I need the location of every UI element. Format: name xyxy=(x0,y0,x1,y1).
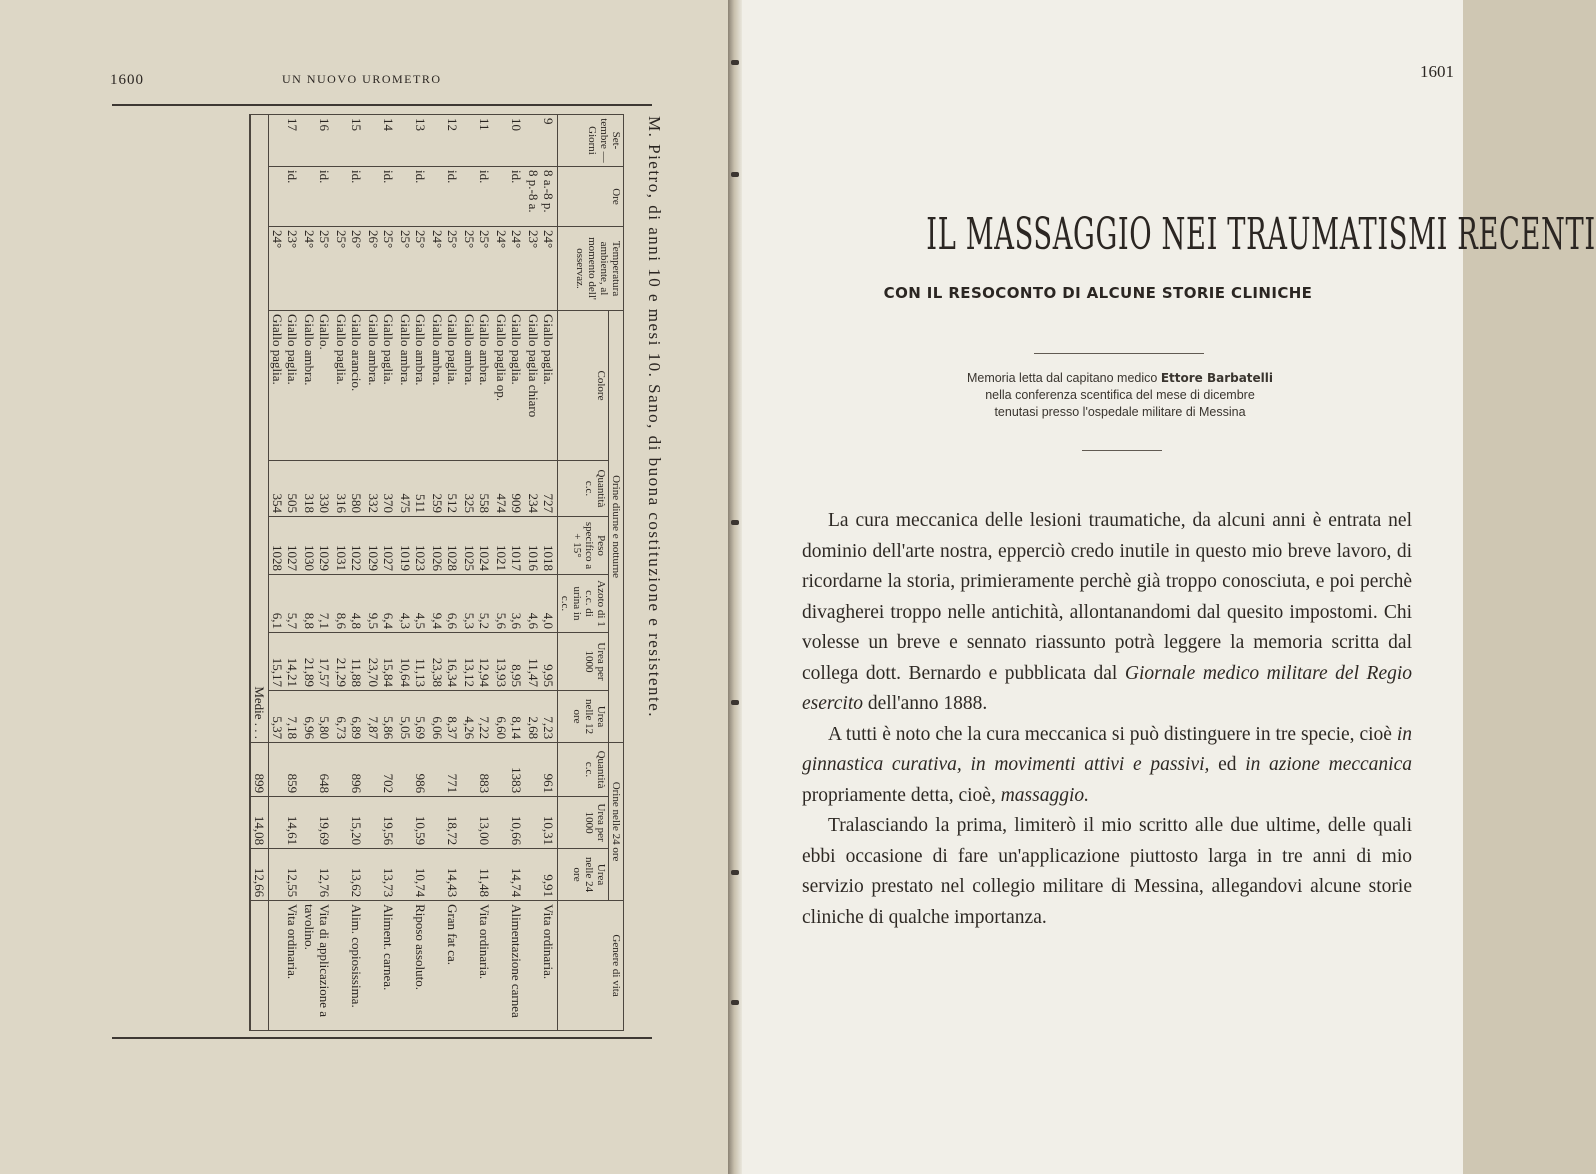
cell-q24: 896 xyxy=(333,743,365,797)
rotated-table-block xyxy=(112,108,672,1036)
article-subtitle: CON IL RESOCONTO DI ALCUNE STORIE CLINICHE xyxy=(883,284,1313,302)
cell-colore: Giallo paglia. Giallo paglia chiaro xyxy=(525,311,558,461)
cell-q24: 986 xyxy=(397,743,429,797)
cell-ore: id. xyxy=(493,167,525,227)
cell-u24_1000: 18,72 xyxy=(429,797,461,849)
paragraph-3: Tralasciando la prima, limiterò il mio scritto alle due ultime, delle quali ebbi occasione di fare un'applicazione piuttosto larga in tre anni di mio servizio prestato nel collegio militare di Messina, allegandovi alcune storie cliniche di qualche importanza. xyxy=(802,815,1412,928)
cell-urea12: 5,80 6,96 xyxy=(301,691,333,743)
cell-azoto: 5,7 6,1 xyxy=(269,575,302,633)
article-title: IL MASSAGGIO NEI TRAUMATISMI RECENTI xyxy=(926,209,1596,260)
cell-urea1000: 9,95 11,47 xyxy=(525,633,558,691)
table-row xyxy=(269,115,302,1031)
cell-u24: 14,74 xyxy=(493,849,525,901)
cell-colore: Giallo. Giallo ambra. xyxy=(301,311,333,461)
binding-stitch xyxy=(731,60,739,65)
cell-temp: 23° 24° xyxy=(269,227,302,311)
paragraph-1-end: dell'anno 1888. xyxy=(867,693,988,714)
cell-genere: Alim. copiosissima. xyxy=(333,901,365,1031)
cell-quantita: 558 325 xyxy=(461,461,493,517)
cell-genere: Vita ordinaria. xyxy=(269,901,302,1031)
medie-u24_1000: 14,08 xyxy=(250,797,269,849)
footer-rule xyxy=(112,1037,652,1039)
medie-label: Medie . . . xyxy=(250,115,269,743)
cell-urea1000: 11,88 21,29 xyxy=(333,633,365,691)
cell-giorno: 9 xyxy=(525,115,558,167)
cell-peso: 1024 1025 xyxy=(461,517,493,575)
binding-stitch xyxy=(731,520,739,525)
cell-quantita: 909 474 xyxy=(493,461,525,517)
cell-u24_1000: 14,61 xyxy=(269,797,302,849)
table-row xyxy=(333,115,365,1031)
cell-urea1000: 17,57 21,89 xyxy=(301,633,333,691)
col-temperatura: Temperatura ambiente, al momento dell' osservaz. xyxy=(558,227,624,311)
cell-urea12: 8,14 6,60 xyxy=(493,691,525,743)
cell-temp: 25° 25° xyxy=(397,227,429,311)
cell-peso: 1027 1028 xyxy=(269,517,302,575)
col-ore: Ore xyxy=(558,167,624,227)
cell-quantita: 511 475 xyxy=(397,461,429,517)
table-caption: M. Pietro, di anni 10 e mesi 10. Sano, di buona costituzione e resistente. xyxy=(645,116,664,719)
paragraph-2-text-b: ed xyxy=(1218,754,1237,775)
paragraph-2 xyxy=(802,720,1412,812)
cell-q24: 961 xyxy=(525,743,558,797)
cell-u24: 9,91 xyxy=(525,849,558,901)
cell-u24_1000: 10,31 xyxy=(525,797,558,849)
memoria-line-1: Memoria letta dal capitano medico xyxy=(966,371,1158,385)
table-row xyxy=(525,115,558,1031)
article-body xyxy=(802,506,1412,933)
cell-giorno: 13 xyxy=(397,115,429,167)
cell-peso: 1018 1016 xyxy=(525,517,558,575)
cell-colore: Giallo ambra. Giallo ambra. xyxy=(461,311,493,461)
cell-peso: 1017 1021 xyxy=(493,517,525,575)
group-24-ore: Orine nelle 24 ore xyxy=(609,743,624,901)
cell-u24: 11,48 xyxy=(461,849,493,901)
cell-quantita: 580 316 xyxy=(333,461,365,517)
cell-urea12: 7,18 5,37 xyxy=(269,691,302,743)
cell-genere: Vita di applicazione a tavolino. xyxy=(301,901,333,1031)
cell-ore: 8 a.-8 p. 8 p.-8 a. xyxy=(525,167,558,227)
cell-quantita: 512 259 xyxy=(429,461,461,517)
right-page xyxy=(742,0,1596,1174)
medie-row xyxy=(250,115,269,1031)
cell-urea1000: 11,13 10,64 xyxy=(397,633,429,691)
cell-temp: 25° 24° xyxy=(429,227,461,311)
cell-temp: 25° 25° xyxy=(461,227,493,311)
cell-ore: id. xyxy=(301,167,333,227)
cell-urea1000: 12,94 13,12 xyxy=(461,633,493,691)
cell-u24: 13,73 xyxy=(365,849,397,901)
medie-empty xyxy=(250,901,269,1031)
cell-ore: id. xyxy=(429,167,461,227)
cell-ore: id. xyxy=(269,167,302,227)
journal-name: Giornale medico militare del Regio esercito xyxy=(802,662,1413,714)
cell-u24_1000: 15,20 xyxy=(333,797,365,849)
binding-stitch xyxy=(731,1000,739,1005)
table-row xyxy=(461,115,493,1031)
author-name: Ettore Barbatelli xyxy=(1160,371,1274,385)
cell-q24: 648 xyxy=(301,743,333,797)
col-urea-1000-24: Urea per 1000 xyxy=(558,797,609,849)
cell-u24: 14,43 xyxy=(429,849,461,901)
medie-q24: 899 xyxy=(250,743,269,797)
table-body xyxy=(250,115,558,1031)
col-quantita-24: Quantità c.c. xyxy=(558,743,609,797)
cell-u24_1000: 10,66 xyxy=(493,797,525,849)
memoria-note xyxy=(838,370,1402,421)
col-peso-specifico: Peso specifico a + 15° xyxy=(558,517,609,575)
col-urea-12: Urea nelle 12 ore xyxy=(558,691,609,743)
col-colore: Colore xyxy=(558,311,609,461)
left-page-number: 1600 xyxy=(110,72,144,88)
cell-ore: id. xyxy=(397,167,429,227)
paragraph-2-italic-1: in ginnastica curativa, in movimenti attivi e passivi, xyxy=(802,723,1413,775)
cell-peso: 1027 1029 xyxy=(365,517,397,575)
binding-stitch xyxy=(731,870,739,875)
cell-u24: 10,74 xyxy=(397,849,429,901)
binding-stitch xyxy=(731,700,739,705)
cell-q24: 883 xyxy=(461,743,493,797)
paragraph-1 xyxy=(802,506,1412,720)
ornament-rule-2 xyxy=(1082,450,1162,451)
cell-genere: Riposo assoluto. xyxy=(397,901,429,1031)
cell-u24_1000: 19,69 xyxy=(301,797,333,849)
cell-colore: Giallo arancio. Giallo paglia. xyxy=(333,311,365,461)
paragraph-2-text: A tutti è noto che la cura meccanica si può distinguere in tre specie, cioè xyxy=(828,723,1392,745)
cell-urea1000: 16,34 23,38 xyxy=(429,633,461,691)
cell-giorno: 14 xyxy=(365,115,397,167)
cell-giorno: 15 xyxy=(333,115,365,167)
binding-stitch xyxy=(731,172,739,177)
col-giorni: Set-tembre — Giorni xyxy=(558,115,624,167)
cell-peso: 1028 1026 xyxy=(429,517,461,575)
cell-ore: id. xyxy=(333,167,365,227)
paragraph-2-italic-2: in azione meccanica xyxy=(1245,754,1413,775)
group-diurne-notturne: Orine diurne e notturne xyxy=(609,311,624,743)
cell-azoto: 5,2 5,3 xyxy=(461,575,493,633)
cell-azoto: 3,6 5,6 xyxy=(493,575,525,633)
cell-urea1000: 14,21 15,17 xyxy=(269,633,302,691)
paragraph-2-italic-3: massaggio. xyxy=(1000,784,1090,806)
cell-u24: 12,76 xyxy=(301,849,333,901)
table-row xyxy=(429,115,461,1031)
cell-quantita: 727 234 xyxy=(525,461,558,517)
cell-temp: 26° 25° xyxy=(333,227,365,311)
table-row xyxy=(493,115,525,1031)
cell-giorno: 12 xyxy=(429,115,461,167)
cell-genere: Aliment. carnea. xyxy=(365,901,397,1031)
cell-colore: Giallo paglia. Giallo paglia. xyxy=(269,311,302,461)
cell-urea1000: 8,95 13,93 xyxy=(493,633,525,691)
cell-azoto: 4,8 8,6 xyxy=(333,575,365,633)
urine-table xyxy=(249,114,624,1031)
cell-urea12: 7,22 4,26 xyxy=(461,691,493,743)
cell-q24: 859 xyxy=(269,743,302,797)
col-genere-vita: Genere di vita xyxy=(558,901,624,1031)
paragraph-1-text: La cura meccanica delle lesioni traumatiche, da alcuni anni è entrata nel dominio dell'arte nostra, epperciò credo inutile in questo mio breve lavoro, di ricordarne la storia, primieramente perchè già troppo conosciuta, e poi perchè divagherei troppo nelle antichità, allontanandomi dal quesito impostomi. Chi volesse un breve e sennato riassunto potrà leggere la memoria scritta dal collega dott. Bernardo e pubblicata dal xyxy=(802,510,1412,684)
cell-u24_1000: 19,56 xyxy=(365,797,397,849)
cell-temp: 25° 24° xyxy=(301,227,333,311)
cell-q24: 1383 xyxy=(493,743,525,797)
col-azoto: Azoto di 1 c.c. di urina in c.c. xyxy=(558,575,609,633)
col-urea-24: Urea nelle 24 ore xyxy=(558,849,609,901)
table-row xyxy=(301,115,333,1031)
cell-azoto: 4,5 4,3 xyxy=(397,575,429,633)
cell-giorno: 11 xyxy=(461,115,493,167)
cell-temp: 25° 26° xyxy=(365,227,397,311)
cell-urea12: 5,69 5,05 xyxy=(397,691,429,743)
cell-genere: Gran fat ca. xyxy=(429,901,461,1031)
cell-peso: 1029 1030 xyxy=(301,517,333,575)
memoria-line-2: nella conferenza scentifica del mese di dicembre xyxy=(985,388,1255,402)
cell-urea12: 6,89 6,73 xyxy=(333,691,365,743)
paragraph-2-text-c: propriamente detta, cioè, xyxy=(802,784,996,806)
cell-urea12: 5,86 7,87 xyxy=(365,691,397,743)
col-quantita: Quantità c.c. xyxy=(558,461,609,517)
cell-urea12: 8,37 6,06 xyxy=(429,691,461,743)
cell-quantita: 330 318 xyxy=(301,461,333,517)
cell-giorno: 10 xyxy=(493,115,525,167)
cell-u24_1000: 10,59 xyxy=(397,797,429,849)
cell-ore: id. xyxy=(365,167,397,227)
cell-azoto: 6,4 9,5 xyxy=(365,575,397,633)
cell-giorno: 17 xyxy=(269,115,302,167)
header-rule xyxy=(112,104,652,106)
cell-temp: 24° 24° xyxy=(493,227,525,311)
ornament-rule xyxy=(1034,353,1204,354)
cell-colore: Giallo ambra. Giallo ambra. xyxy=(397,311,429,461)
table-row xyxy=(365,115,397,1031)
cell-giorno: 16 xyxy=(301,115,333,167)
cell-azoto: 7,1 8,8 xyxy=(301,575,333,633)
cell-colore: Giallo paglia. Giallo paglia op. xyxy=(493,311,525,461)
cell-quantita: 370 332 xyxy=(365,461,397,517)
cell-q24: 702 xyxy=(365,743,397,797)
left-page xyxy=(0,0,728,1174)
cell-colore: Giallo paglia. Giallo ambra. xyxy=(429,311,461,461)
cell-genere: Vita ordinaria. xyxy=(461,901,493,1031)
cell-u24: 13,62 xyxy=(333,849,365,901)
col-urea-1000: Urea per 1000 xyxy=(558,633,609,691)
cell-genere: Vita ordinaria. xyxy=(525,901,558,1031)
right-page-number: 1601 xyxy=(1420,62,1454,81)
cell-azoto: 4,0 4,6 xyxy=(525,575,558,633)
cell-genere: Alimentazione carnea xyxy=(493,901,525,1031)
cell-q24: 771 xyxy=(429,743,461,797)
cell-urea12: 7,23 2,68 xyxy=(525,691,558,743)
cell-quantita: 505 354 xyxy=(269,461,302,517)
cell-colore: Giallo paglia. Giallo ambra. xyxy=(365,311,397,461)
running-title: UN NUOVO UROMETRO xyxy=(282,72,442,86)
table-row xyxy=(397,115,429,1031)
cell-u24_1000: 13,00 xyxy=(461,797,493,849)
cell-peso: 1023 1019 xyxy=(397,517,429,575)
cell-ore: id. xyxy=(461,167,493,227)
cell-azoto: 6,6 9,4 xyxy=(429,575,461,633)
cell-temp: 24° 23° xyxy=(525,227,558,311)
medie-u24: 12,66 xyxy=(250,849,269,901)
cell-peso: 1022 1031 xyxy=(333,517,365,575)
memoria-line-3: tenutasi presso l'ospedale militare di Messina xyxy=(994,405,1246,419)
cell-u24: 12,55 xyxy=(269,849,302,901)
cell-urea1000: 15,84 23,70 xyxy=(365,633,397,691)
